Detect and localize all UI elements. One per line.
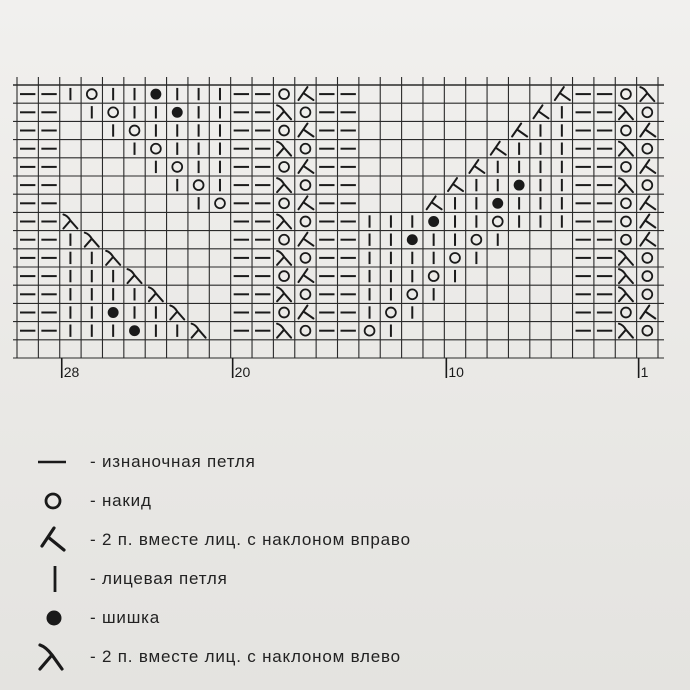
decrease-left-symbol xyxy=(640,87,654,101)
yarn-over-symbol xyxy=(642,253,652,263)
decrease-left-symbol xyxy=(277,287,291,301)
yarn-over-symbol xyxy=(642,271,652,281)
yarn-over-symbol xyxy=(621,308,631,318)
decrease-right-symbol xyxy=(555,87,570,100)
decrease-left-symbol xyxy=(277,142,291,156)
legend-item-decrease-left xyxy=(28,641,628,680)
bobble-symbol xyxy=(492,198,503,209)
yarn-over-symbol xyxy=(172,162,182,172)
yarn-over-symbol xyxy=(215,198,225,208)
legend-label-decrease-left: - 2 п. вместе лиц. с наклоном влево xyxy=(90,647,401,666)
decrease-right-symbol xyxy=(298,87,313,100)
decrease-left-symbol xyxy=(619,178,633,192)
column-label-10: 10 xyxy=(448,364,464,380)
bobble-symbol xyxy=(514,180,525,191)
yarn-over-symbol xyxy=(642,180,652,190)
decrease-left-symbol xyxy=(149,287,163,301)
yarn-over-symbol xyxy=(621,162,631,172)
decrease-left-symbol xyxy=(63,215,77,229)
yarn-over-symbol xyxy=(301,180,311,190)
yarn-over-symbol xyxy=(365,326,375,336)
yarn-over-symbol xyxy=(386,308,396,318)
bobble-symbol xyxy=(407,234,418,245)
legend-item-decrease-right xyxy=(28,524,628,563)
decrease-right-symbol xyxy=(512,124,527,137)
decrease-right-symbol xyxy=(533,105,548,118)
legend-item-knit xyxy=(28,563,628,602)
yarn-over-symbol xyxy=(621,198,631,208)
yarn-over-symbol xyxy=(642,107,652,117)
yarn-over-symbol xyxy=(279,162,289,172)
column-label-20: 20 xyxy=(234,364,251,380)
bobble-symbol xyxy=(108,307,119,318)
yarn-over-symbol xyxy=(151,144,161,154)
decrease-left-symbol xyxy=(277,215,291,229)
legend-item-bobble xyxy=(28,602,628,641)
decrease-right-symbol xyxy=(298,269,313,282)
column-label-28: 28 xyxy=(63,364,80,380)
decrease-right-icon xyxy=(28,524,72,556)
decrease-right-symbol xyxy=(640,306,655,319)
decrease-left-symbol xyxy=(619,251,633,265)
bobble-symbol xyxy=(172,107,183,118)
circle-icon xyxy=(28,485,72,517)
yarn-over-symbol xyxy=(279,271,289,281)
yarn-over-symbol xyxy=(642,326,652,336)
yarn-over-symbol xyxy=(301,107,311,117)
legend xyxy=(28,446,628,680)
decrease-right-symbol xyxy=(298,124,313,137)
decrease-right-symbol xyxy=(469,160,484,173)
legend-item-yarn-over xyxy=(28,485,628,524)
yarn-over-symbol xyxy=(279,308,289,318)
yarn-over-symbol xyxy=(301,253,311,263)
decrease-left-symbol xyxy=(106,251,120,265)
decrease-right-symbol xyxy=(427,196,442,209)
legend-item-purl xyxy=(28,446,628,485)
yarn-over-symbol xyxy=(108,107,118,117)
yarn-over-symbol xyxy=(301,144,311,154)
column-labels xyxy=(62,358,649,380)
yarn-over-symbol xyxy=(429,271,439,281)
decrease-right-symbol xyxy=(491,142,506,155)
decrease-right-symbol xyxy=(640,215,655,228)
yarn-over-symbol xyxy=(621,89,631,99)
yarn-over-symbol xyxy=(279,89,289,99)
yarn-over-symbol xyxy=(130,126,140,136)
yarn-over-symbol xyxy=(621,217,631,227)
decrease-right-symbol xyxy=(298,306,313,319)
decrease-right-symbol xyxy=(298,160,313,173)
decrease-left-symbol xyxy=(128,269,142,283)
decrease-left-symbol xyxy=(170,306,184,320)
yarn-over-symbol xyxy=(493,217,503,227)
yarn-over-symbol xyxy=(621,126,631,136)
legend-label-knit: - лицевая петля xyxy=(90,569,228,588)
decrease-left-symbol xyxy=(277,178,291,192)
decrease-left-symbol xyxy=(619,287,633,301)
bobble-symbol xyxy=(428,216,439,227)
decrease-right-symbol xyxy=(640,160,655,173)
decrease-left-symbol xyxy=(85,233,99,247)
decrease-left-symbol xyxy=(192,324,206,338)
yarn-over-symbol xyxy=(450,253,460,263)
bobble-symbol xyxy=(129,325,140,336)
decrease-right-symbol xyxy=(298,196,313,209)
legend-label-bobble: - шишка xyxy=(90,608,161,627)
yarn-over-symbol xyxy=(621,235,631,245)
decrease-right-symbol xyxy=(640,233,655,246)
legend-label-yarn-over: - накид xyxy=(90,491,152,510)
column-label-1: 1 xyxy=(640,364,649,380)
decrease-left-symbol xyxy=(619,269,633,283)
decrease-left-symbol xyxy=(277,251,291,265)
decrease-left-symbol xyxy=(277,105,291,119)
yarn-over-symbol xyxy=(301,289,311,299)
yarn-over-symbol xyxy=(194,180,204,190)
decrease-left-symbol xyxy=(619,324,633,338)
yarn-over-symbol xyxy=(279,235,289,245)
yarn-over-symbol xyxy=(279,126,289,136)
yarn-over-symbol xyxy=(301,217,311,227)
legend-label-purl: - изнаночная петля xyxy=(90,452,256,471)
yarn-over-symbol xyxy=(642,144,652,154)
yarn-over-symbol xyxy=(407,289,417,299)
decrease-left-symbol xyxy=(619,105,633,119)
dash-icon xyxy=(28,446,72,478)
filled-dot-icon xyxy=(28,602,72,634)
yarn-over-symbol xyxy=(279,198,289,208)
vertical-bar-icon xyxy=(28,563,72,595)
decrease-right-symbol xyxy=(298,233,313,246)
decrease-left-symbol xyxy=(619,142,633,156)
yarn-over-symbol xyxy=(471,235,481,245)
decrease-right-symbol xyxy=(448,178,463,191)
yarn-over-symbol xyxy=(642,289,652,299)
decrease-left-icon xyxy=(28,641,72,673)
yarn-over-symbol xyxy=(301,326,311,336)
decrease-left-symbol xyxy=(277,324,291,338)
yarn-over-symbol xyxy=(87,89,97,99)
decrease-right-symbol xyxy=(640,124,655,137)
decrease-right-symbol xyxy=(640,196,655,209)
legend-label-decrease-right: - 2 п. вместе лиц. с наклоном вправо xyxy=(90,530,411,549)
bobble-symbol xyxy=(150,89,161,100)
